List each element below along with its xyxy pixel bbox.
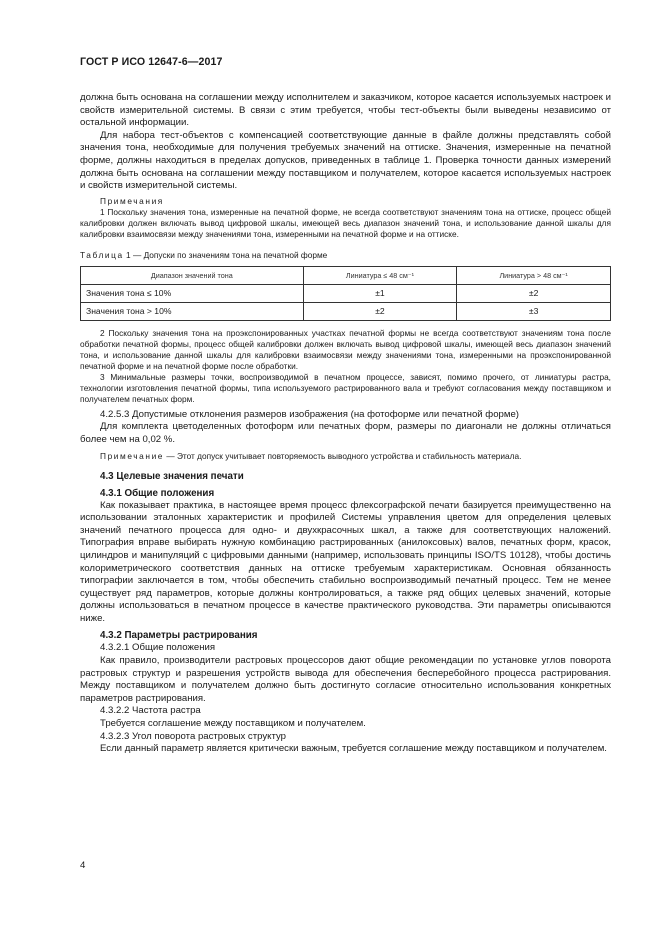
- table-caption: [80, 250, 611, 261]
- note-text: — Этот допуск учитывает повторяемость выводного устройства и стабильность материала.: [164, 450, 522, 461]
- table-row: [81, 302, 611, 320]
- table-cell: ±2: [303, 302, 457, 320]
- tolerance-table: [80, 266, 611, 321]
- table-cell: ±3: [457, 302, 611, 320]
- section-431-heading: 4.3.1 Общие положения: [100, 487, 215, 499]
- table-cell: ±1: [303, 284, 457, 302]
- table-cell: Значения тона ≤ 10%: [81, 284, 304, 302]
- notes-heading: Примечания: [100, 195, 164, 206]
- table-cell: Значения тона > 10%: [81, 302, 304, 320]
- section-4322-title: 4.3.2.2 Частота растра: [100, 705, 201, 717]
- section-4321-title: 4.3.2.1 Общие положения: [100, 642, 216, 654]
- document-page: [80, 56, 611, 756]
- section-4323-text: Если данный параметр является критически важным, требуется соглашение между поставщиком и получателем.: [100, 743, 607, 755]
- note-3: 3 Минимальные размеры точки, воспроизводимой в печатном процессе, зависят, помимо прочего, от линиатуры растра, технологии изготовления печатной формы, типа используемого растрированного вала и требуют согласования между поставщиком и получателем печатных форм.: [80, 371, 611, 404]
- table-row: [81, 284, 611, 302]
- section-4253-note: [80, 451, 611, 462]
- section-432-heading: 4.3.2 Параметры растрирования: [100, 630, 258, 642]
- table-cell: ±2: [457, 284, 611, 302]
- table-header-range: Диапазон значений тона: [81, 266, 304, 284]
- section-4253-title: 4.2.5.3 Допустимые отклонения размеров изображения (на фотоформе или печатной форме): [100, 408, 519, 420]
- section-4322-text: Требуется соглашение между поставщиком и получателем.: [100, 718, 366, 730]
- table-caption-label: Таблица: [80, 249, 124, 260]
- note-1: 1 Поскольку значения тона, измеренные на печатной форме, не всегда соответствуют значениям тона на оттиске, процесс общей калибровки должен включать вывод цифровой шкалы, имеющей весь диапазон значений тона, и использование данной шкалы для калибровки взаимосвязи между значениями тона, измеренными на печатной форме и на оттиске.: [80, 206, 611, 239]
- table-header-high-ruling: Линиатура > 48 см⁻¹: [457, 266, 611, 284]
- section-4253-text: Для комплекта цветоделенных фотоформ или печатных форм, размеры по диагонали не должны отличаться более чем на 0,02 %.: [80, 421, 611, 445]
- table-caption-text: 1 — Допуски по значениям тона на печатной форме: [126, 249, 328, 260]
- note-label: Примечание: [100, 450, 165, 461]
- section-43-heading: 4.3 Целевые значения печати: [100, 470, 244, 482]
- section-431-text: Как показывает практика, в настоящее время процесс флексографской печати базируется преимущественно на использовании эталонных характеристик и профилей Системы управления цветом для определения целевых значений печатного процесса для одно- и двухкрасочных шкал, а также для соответствующих наложений. Типография вправе выбирать нужную комбинацию растрированных (анилоксовых) валов, печатных форм, красок, цилиндров и манипуляций с цифровыми данными (например, использовать принципы ISO/TS 10128), чтобы достичь колориметрического соответствия данных на оттиске требуемым характеристикам. Основная обязанность типографии заключается в том, чтобы обеспечить стабильно воспроизводимый печатный процесс. Тем не менее существует ряд параметров, которые должны контролироваться, а также ряд общих целевых значений, которые должны использоваться в печатном процессе в качестве практического руководства. Эти параметры описываются ниже.: [80, 499, 611, 624]
- table-header-low-ruling: Линиатура ≤ 48 см⁻¹: [303, 266, 457, 284]
- page-number: 4: [80, 860, 86, 871]
- section-4321-text: Как правило, производители растровых процессоров дают общие рекомендации по установке углов поворота растровых структур и разрешения устройств вывода для обеспечения бесперебойного процесса растрирования. Между поставщиком и получателем должно быть достигнуто согласие относительно использования конкретных параметров растрирования.: [80, 655, 611, 704]
- table-header-row: [81, 266, 611, 284]
- standard-header: ГОСТ Р ИСО 12647-6—2017: [80, 56, 223, 68]
- paragraph-test-objects: Для набора тест-объектов с компенсацией соответствующие данные в файле должны представлять собой значения тона, необходимые для получения требуемых значений на оттиске. Значения, измеренные на печатной форме, должны находиться в пределах допусков, приведенных в таблице 1. Проверка точности данных измерений должна быть основана на соглашении между поставщиком и получателем, которое касается используемых настроек и свойств измерительной системы.: [80, 129, 611, 192]
- note-2: 2 Поскольку значения тона на проэкспонированных участках печатной формы не всегда соответствуют значениям тона после обработки печатной формы, процесс общей калибровки должен включать вывод цифровой шкалы, имеющей весь диапазон значений тона, и использование данной шкалы для калибровки взаимосвязи между значениями тона, измеренными на проэкспонированной печатной форме и на печатной форме после обработки.: [80, 327, 611, 371]
- paragraph-continuation: должна быть основана на соглашении между исполнителем и заказчиком, которое касается используемых настроек и свойств измерительной системы. В связи с этим требуется, чтобы тест-объекты были выведены независимо от остальной информации.: [80, 92, 611, 129]
- section-4323-title: 4.3.2.3 Угол поворота растровых структур: [100, 730, 286, 742]
